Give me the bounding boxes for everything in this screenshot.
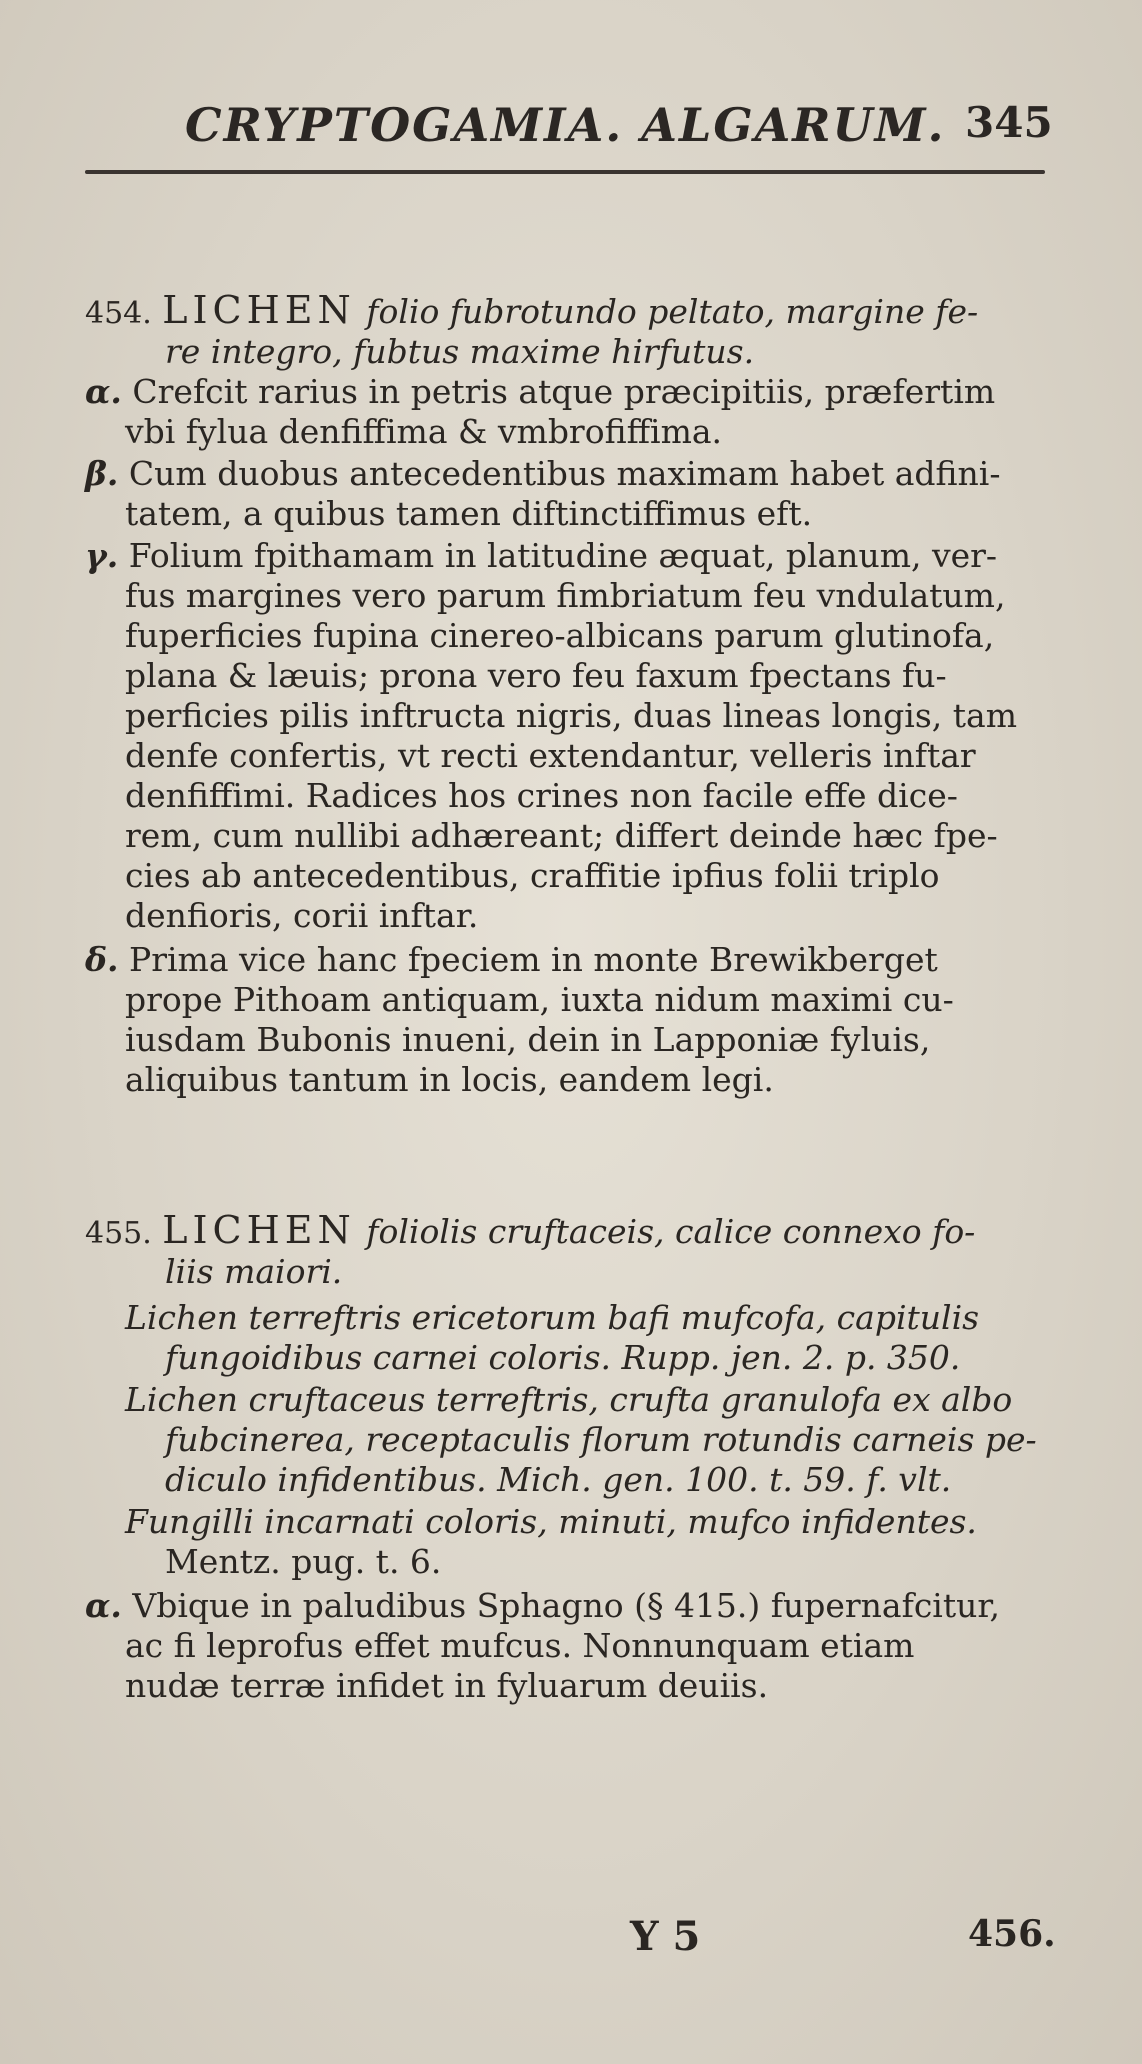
paragraph-marker: α.: [85, 372, 122, 411]
paragraph-line: denfioris, corii inftar.: [125, 896, 479, 935]
entry-heading: [85, 1210, 975, 1254]
entry-number: 455.: [85, 1216, 152, 1251]
synonym-line: fungoidibus carnei coloris. Rupp. jen. 2. p. 350.: [165, 1338, 961, 1377]
page-number: 345: [965, 98, 1053, 147]
synonym-line: Fungilli incarnati coloris, minuti, mufco infidentes.: [125, 1502, 977, 1541]
genus-name: LICHEN: [162, 288, 356, 332]
paragraph-line: [85, 372, 995, 412]
diagnosis-line: foliolis cruftaceis, calice connexo fo-: [366, 1212, 976, 1251]
paragraph-text: Folium fpithamam in latitudine æquat, planum, ver-: [128, 536, 998, 575]
catchword: 456.: [968, 1913, 1056, 1955]
paragraph-line: perficies pilis inftructa nigris, duas lineas longis, tam: [125, 696, 1017, 735]
diagnosis-line: re integro, fubtus maxime hirfutus.: [165, 332, 755, 371]
synonym-line: Lichen terreftris ericetorum bafi mufcofa, capitulis: [125, 1298, 980, 1337]
paragraph-line: [85, 940, 938, 980]
paragraph-text: Prima vice hanc fpeciem in monte Brewikberget: [129, 940, 938, 979]
paragraph-text: Vbique in paludibus Sphagno (§ 415.) fupernafcitur,: [132, 1586, 1001, 1625]
synonym-line: diculo infidentibus. Mich. gen. 100. t. 59. f. vlt.: [165, 1460, 952, 1499]
paragraph-line: fus margines vero parum fimbriatum feu vndulatum,: [125, 576, 1006, 615]
paragraph-line: vbi fylua denfiffima & vmbrofiffima.: [125, 412, 723, 451]
signature-mark: Y 5: [630, 1913, 701, 1960]
diagnosis-line: folio fubrotundo peltato, margine fe-: [366, 292, 979, 331]
paragraph-line: aliquibus tantum in locis, eandem legi.: [125, 1060, 774, 1099]
entry-number: 454.: [85, 296, 152, 331]
synonym-line: Mentz. pug. t. 6.: [165, 1542, 442, 1581]
paragraph-marker: γ.: [85, 536, 119, 575]
paragraph-line: iusdam Bubonis inueni, dein in Lapponiæ fyluis,: [125, 1020, 931, 1059]
paragraph-line: cies ab antecedentibus, craffitie ipfius folii triplo: [125, 856, 940, 895]
genus-name: LICHEN: [162, 1208, 356, 1252]
entry-heading: [85, 290, 978, 334]
paragraph-line: denfiffimi. Radices hos crines non facile effe dice-: [125, 776, 958, 815]
paragraph-line: denfe confertis, vt recti extendantur, velleris inftar: [125, 736, 976, 775]
paragraph-line: tatem, a quibus tamen diftinctiffimus eft.: [125, 494, 813, 533]
synonym-line: fubcinerea, receptaculis florum rotundis carneis pe-: [165, 1420, 1037, 1459]
paragraph-line: rem, cum nullibi adhæreant; differt deinde hæc fpe-: [125, 816, 998, 855]
paragraph-line: prope Pithoam antiquam, iuxta nidum maximi cu-: [125, 980, 954, 1019]
synonym-line: Lichen cruftaceus terreftris, crufta granulofa ex albo: [125, 1380, 1013, 1419]
paragraph-marker: β.: [85, 454, 119, 493]
paragraph-line: plana & læuis; prona vero feu faxum fpectans fu-: [125, 656, 947, 695]
paragraph-line: nudæ terræ infidet in fyluarum deuiis.: [125, 1666, 769, 1705]
paragraph-line: [85, 454, 1000, 494]
paragraph-text: Cum duobus antecedentibus maximam habet adfini-: [128, 454, 1001, 493]
paragraph-text: Crefcit rarius in petris atque præcipitiis, præfertim: [132, 372, 996, 411]
running-title: CRYPTOGAMIA. ALGARUM.: [185, 98, 946, 152]
paragraph-line: [85, 536, 997, 576]
paragraph-line: [85, 1586, 1000, 1626]
paragraph-marker: α.: [85, 1586, 122, 1625]
diagnosis-line: liis maiori.: [165, 1252, 343, 1291]
paragraph-line: fuperficies fupina cinereo-albicans parum glutinofa,: [125, 616, 995, 655]
paragraph-line: ac fi leprofus effet mufcus. Nonnunquam etiam: [125, 1626, 915, 1665]
paragraph-marker: δ.: [85, 940, 119, 979]
header-rule: [85, 170, 1045, 174]
